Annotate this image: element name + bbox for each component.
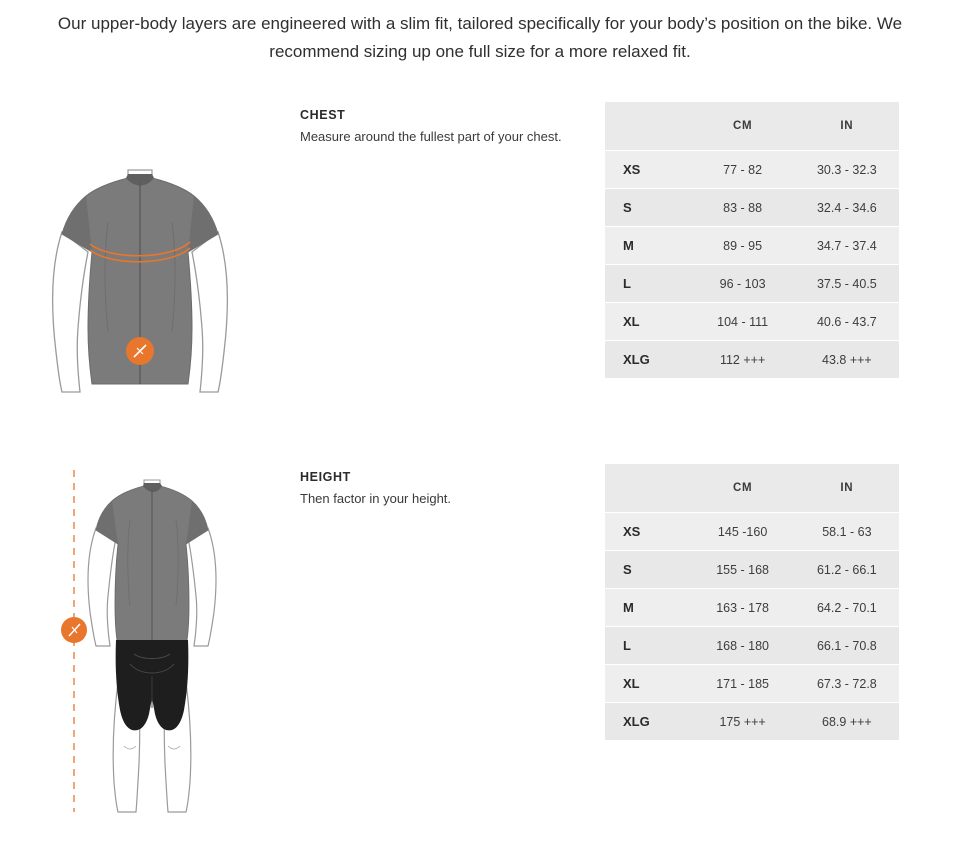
size-label: M xyxy=(623,238,634,253)
value-in: 43.8 +++ xyxy=(822,352,872,367)
size-label: XLG xyxy=(623,714,650,729)
value-in: 34.7 - 37.4 xyxy=(816,238,877,253)
jersey-torso-chest-measure-figure xyxy=(0,102,300,402)
value-in: 40.6 - 43.7 xyxy=(816,314,877,329)
value-in: 67.3 - 72.8 xyxy=(816,676,877,691)
value-cm: 168 - 180 xyxy=(716,638,770,653)
value-cm: 163 - 178 xyxy=(716,600,770,615)
table-row xyxy=(605,303,899,341)
chest-title: CHEST xyxy=(300,108,346,122)
intro-paragraph: Our upper-body layers are engineered with a slim fit, tailored specifically for your body’s position on the bike. We recommend sizing up one full size for a more relaxed fit. xyxy=(57,14,903,61)
chest-measure-marker xyxy=(126,337,154,365)
height-size-table xyxy=(605,464,899,740)
chest-figure-container xyxy=(0,102,300,402)
height-col-size xyxy=(605,464,690,513)
height-description-block xyxy=(300,464,605,508)
value-in: 32.4 - 34.6 xyxy=(816,200,877,215)
height-table-body xyxy=(605,513,899,741)
value-cm: 112 +++ xyxy=(719,352,766,367)
chest-col-in: IN xyxy=(795,102,899,151)
chest-table-body xyxy=(605,151,899,379)
table-row xyxy=(605,151,899,189)
table-row xyxy=(605,551,899,589)
value-cm: 145 -160 xyxy=(717,524,768,539)
value-in: 58.1 - 63 xyxy=(822,524,872,539)
height-table-container xyxy=(605,464,905,740)
table-row xyxy=(605,265,899,303)
full-body-height-measure-figure xyxy=(0,464,300,824)
table-header-row xyxy=(605,102,899,151)
value-cm: 77 - 82 xyxy=(723,162,763,177)
chest-description-block xyxy=(300,102,605,146)
size-label: XS xyxy=(623,524,641,539)
table-header-row xyxy=(605,464,899,513)
size-label: S xyxy=(623,200,632,215)
chest-size-table xyxy=(605,102,899,378)
height-figure-container xyxy=(0,464,300,824)
value-in: 66.1 - 70.8 xyxy=(816,638,877,653)
height-title: HEIGHT xyxy=(300,470,351,484)
height-col-in: IN xyxy=(795,464,899,513)
value-in: 68.9 +++ xyxy=(822,714,872,729)
size-label: M xyxy=(623,600,634,615)
value-in: 37.5 - 40.5 xyxy=(816,276,877,291)
table-row xyxy=(605,189,899,227)
value-cm: 155 - 168 xyxy=(716,562,770,577)
height-measure-marker xyxy=(61,617,87,643)
size-label: XL xyxy=(623,314,640,329)
size-label: S xyxy=(623,562,632,577)
table-row xyxy=(605,227,899,265)
height-description: Then factor in your height. xyxy=(300,491,452,506)
chest-table-head xyxy=(605,102,899,151)
table-row xyxy=(605,589,899,627)
section-chest xyxy=(0,102,960,402)
table-row xyxy=(605,665,899,703)
value-in: 64.2 - 70.1 xyxy=(816,600,877,615)
section-height xyxy=(0,464,960,824)
value-cm: 171 - 185 xyxy=(716,676,770,691)
value-cm: 96 - 103 xyxy=(719,276,766,291)
chest-col-cm: CM xyxy=(690,102,794,151)
value-in: 61.2 - 66.1 xyxy=(816,562,877,577)
table-row xyxy=(605,703,899,741)
table-row xyxy=(605,341,899,379)
size-label: L xyxy=(623,638,631,653)
value-cm: 104 - 111 xyxy=(717,314,769,329)
size-label: L xyxy=(623,276,631,291)
size-label: XLG xyxy=(623,352,650,367)
height-col-cm: CM xyxy=(690,464,794,513)
height-table-head xyxy=(605,464,899,513)
chest-col-size xyxy=(605,102,690,151)
size-label: XS xyxy=(623,162,641,177)
chest-description: Measure around the fullest part of your chest. xyxy=(300,129,562,144)
table-row xyxy=(605,627,899,665)
size-label: XL xyxy=(623,676,640,691)
value-cm: 89 - 95 xyxy=(723,238,763,253)
value-cm: 83 - 88 xyxy=(723,200,763,215)
chest-table-container xyxy=(605,102,905,378)
table-row xyxy=(605,513,899,551)
value-cm: 175 +++ xyxy=(719,714,766,729)
value-in: 30.3 - 32.3 xyxy=(816,162,877,177)
